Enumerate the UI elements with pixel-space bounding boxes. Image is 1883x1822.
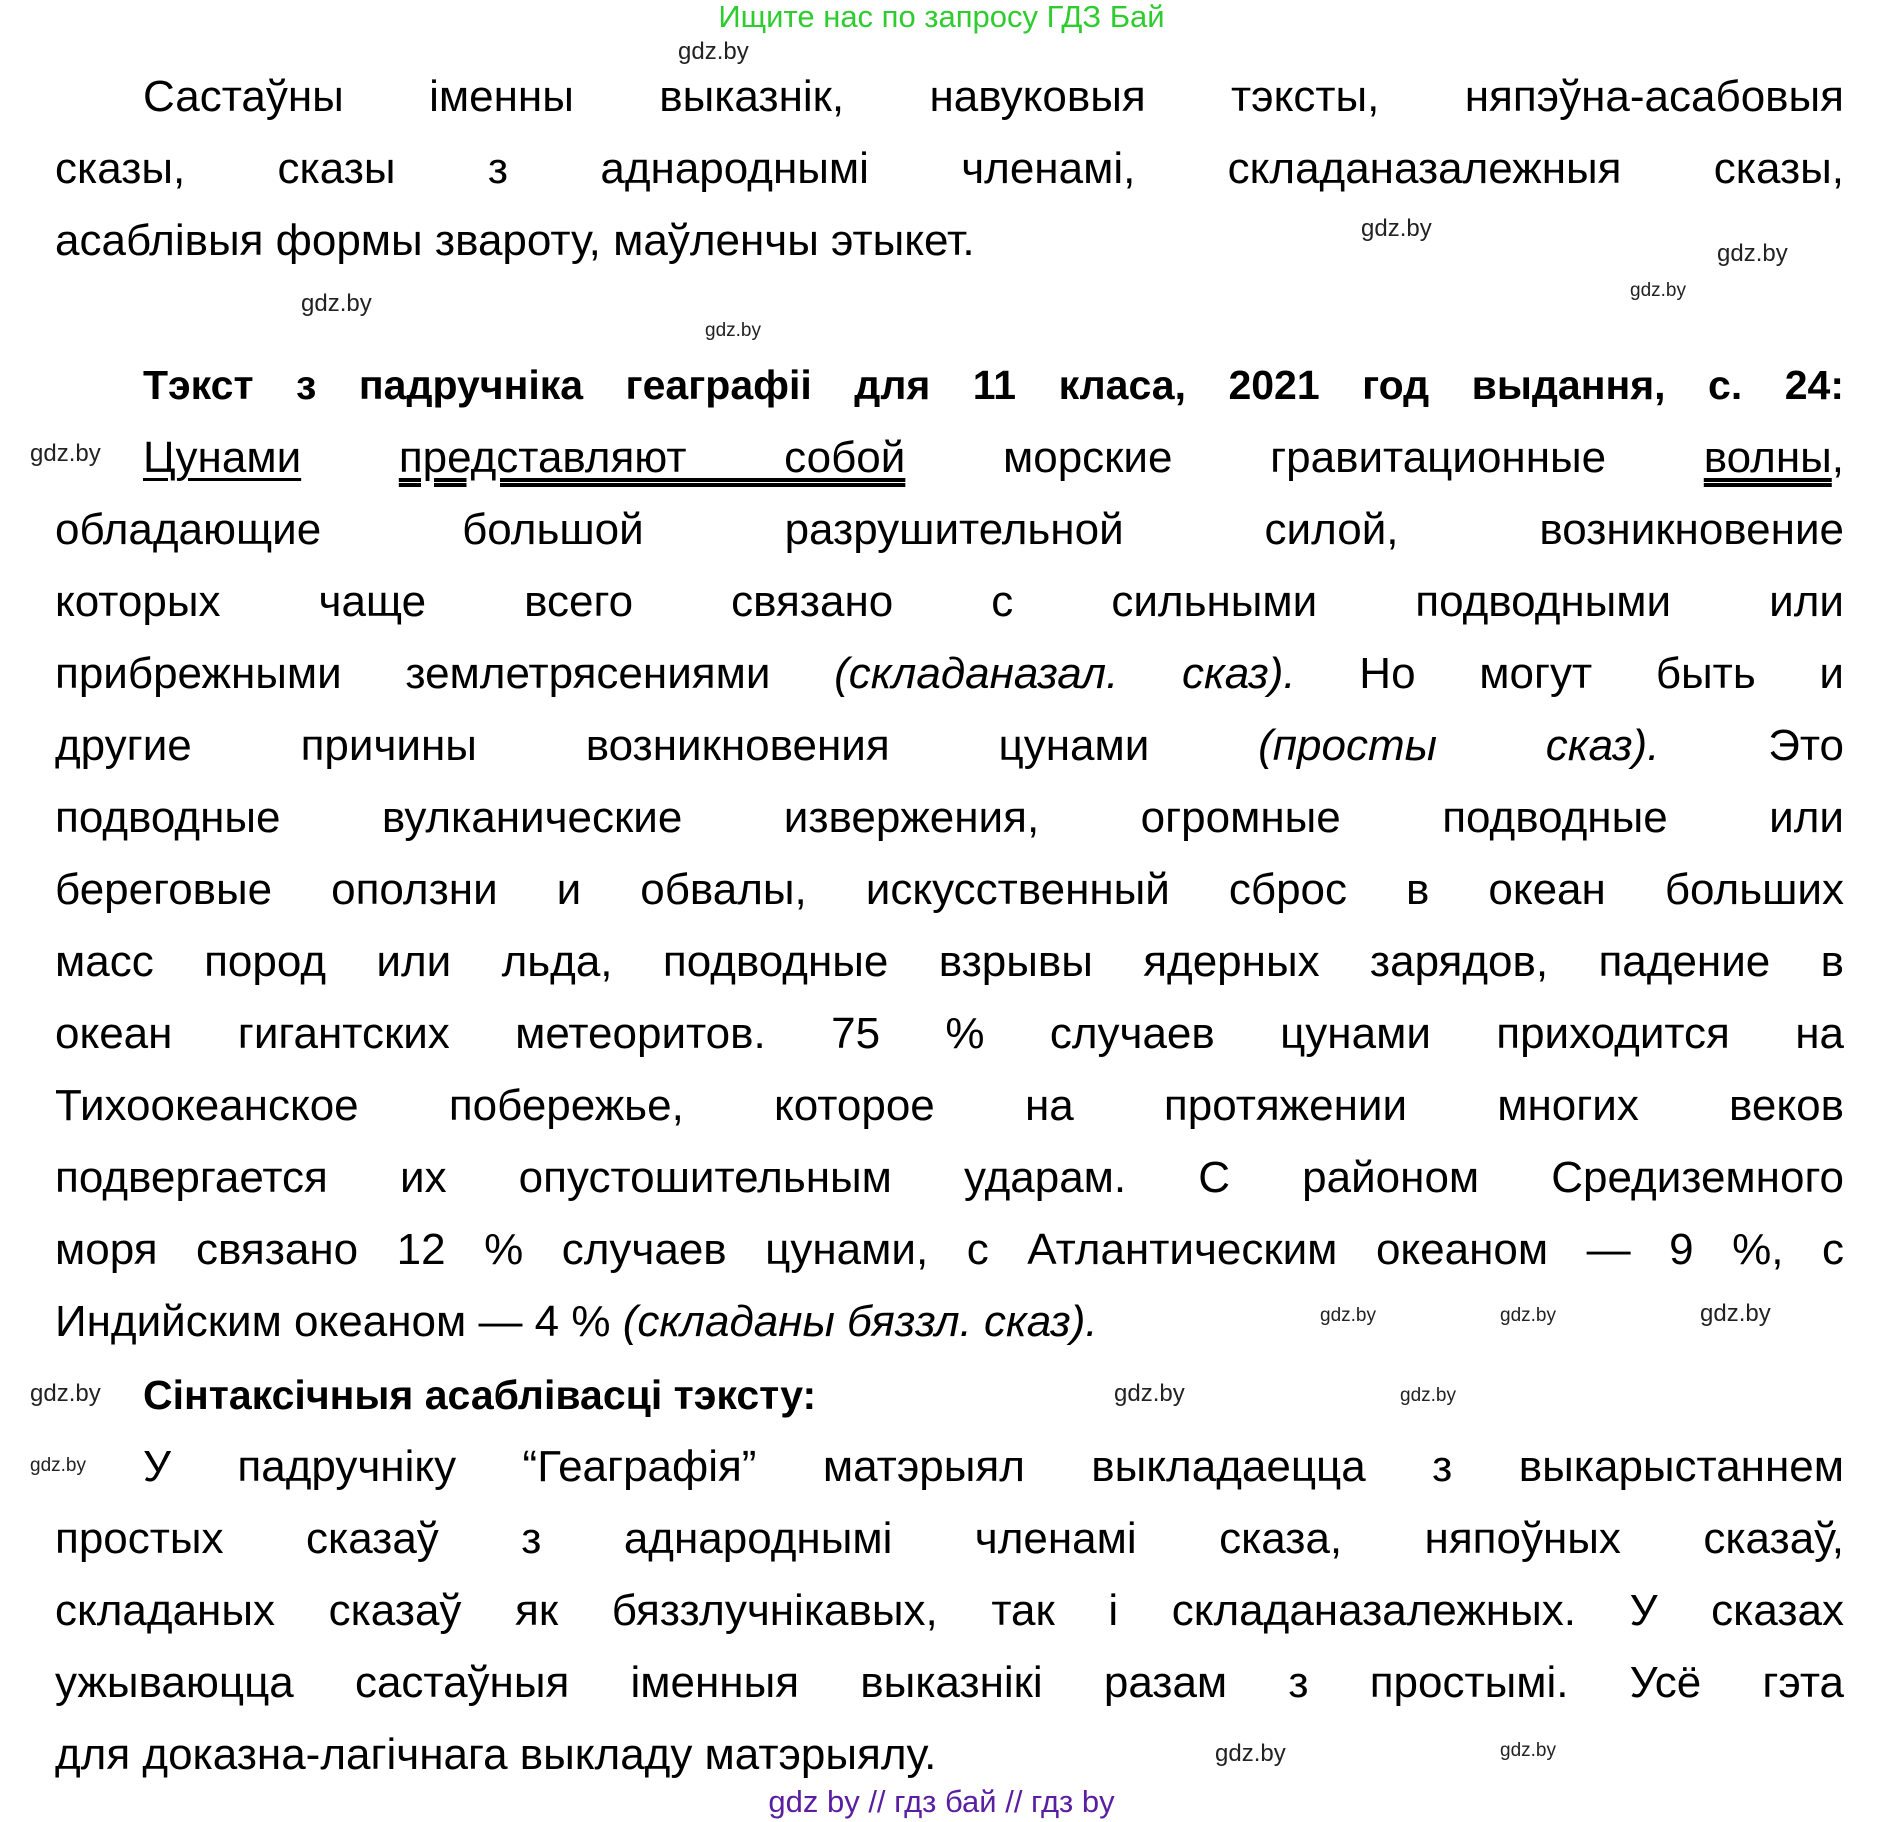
text-segment: ужываюцца састаўныя іменныя выказнікі разам з простымі. Усё гэта xyxy=(55,1658,1844,1707)
watermark: gdz.by xyxy=(30,440,101,467)
text-line xyxy=(55,1296,1844,1348)
text-line xyxy=(143,432,1844,484)
underlined-term: волны xyxy=(1703,433,1832,482)
text-segment: Это xyxy=(1659,721,1845,770)
sentence-type-note: (складаны бяззл. сказ). xyxy=(622,1297,1098,1346)
text-line xyxy=(55,1513,1844,1565)
text-line xyxy=(55,143,1844,195)
text-segment: У падручніку “Геаграфія” матэрыял выкладаецца з выкарыстаннем xyxy=(143,1442,1844,1491)
text-segment: моря связано 12 % случаев цунами, с Атлантическим океаном — 9 %, с xyxy=(55,1225,1844,1274)
text-line xyxy=(55,1008,1844,1060)
text-segment: для доказна-лагічнага выкладу матэрыялу. xyxy=(55,1730,937,1779)
watermark: gdz.by xyxy=(1320,1305,1376,1326)
watermark: gdz.by xyxy=(1400,1385,1456,1406)
text-line xyxy=(55,1657,1844,1709)
text-segment: масс пород или льда, подводные взрывы ядерных зарядов, падение в xyxy=(55,937,1844,986)
underlined-term: Цунами xyxy=(143,433,302,482)
text-segment: Сінтаксічныя асаблівасці тэксту: xyxy=(143,1372,817,1418)
text-line xyxy=(55,864,1844,916)
text-line xyxy=(55,720,1844,772)
text-segment: Индийским океаном — 4 % xyxy=(55,1297,623,1346)
text-line xyxy=(55,1729,1844,1781)
text-segment: береговые оползни и обвалы, искусственный сброс в океан больших xyxy=(55,865,1844,914)
text-segment xyxy=(301,433,399,482)
watermark: gdz.by xyxy=(1361,215,1432,242)
footer-links[interactable]: gdz by // гдз бай // гдз by xyxy=(768,1784,1115,1819)
text-segment: прибрежными землетрясениями xyxy=(55,649,835,698)
text-line xyxy=(55,576,1844,628)
text-line xyxy=(55,1224,1844,1276)
underlined-term: представляют собой xyxy=(398,433,906,482)
watermark: gdz.by xyxy=(705,320,761,341)
text-segment: подвергается их опустошительным ударам. С районом Средиземного xyxy=(55,1153,1844,1202)
text-line xyxy=(143,1441,1844,1493)
text-line xyxy=(55,648,1844,700)
watermark: gdz.by xyxy=(1500,1740,1556,1761)
text-segment: Тэкст з падручніка геаграфіі для 11 класа, 2021 год выдання, с. 24: xyxy=(143,362,1844,408)
text-line xyxy=(143,71,1844,123)
watermark: gdz.by xyxy=(1114,1380,1185,1407)
text-line xyxy=(55,215,1844,267)
text-segment: сказы, сказы з аднароднымі членамі, складаназалежныя сказы, xyxy=(55,144,1844,193)
text-segment: Састаўны іменны выказнік, навуковыя тэксты, няпэўна-асабовыя xyxy=(143,72,1844,121)
text-segment: которых чаще всего связано с сильными подводными или xyxy=(55,577,1844,626)
sentence-type-note: (просты сказ). xyxy=(1258,721,1660,770)
watermark: gdz.by xyxy=(1215,1740,1286,1767)
watermark: gdz.by xyxy=(678,38,749,65)
text-line xyxy=(55,1080,1844,1132)
section-heading xyxy=(143,1369,1844,1421)
text-segment: морские гравитационные xyxy=(905,433,1704,482)
text-line xyxy=(55,1585,1844,1637)
text-segment: простых сказаў з аднароднымі членамі сказа, няпоўных сказаў, xyxy=(55,1514,1844,1563)
text-segment: другие причины возникновения цунами xyxy=(55,721,1259,770)
text-segment: Но могут быть и xyxy=(1295,649,1845,698)
watermark: gdz.by xyxy=(301,290,372,317)
sentence-type-note: (складаназал. сказ). xyxy=(834,649,1296,698)
text-segment: , xyxy=(1831,433,1844,482)
watermark: gdz.by xyxy=(30,1380,101,1407)
text-segment: складаных сказаў як бяззлучнікавых, так і складаназалежных. У сказах xyxy=(55,1586,1844,1635)
search-hint-banner: Ищите нас по запросу ГДЗ Бай xyxy=(718,0,1165,34)
text-segment: океан гигантских метеоритов. 75 % случаев цунами приходится на xyxy=(55,1009,1844,1058)
text-segment: подводные вулканические извержения, огромные подводные или xyxy=(55,793,1844,842)
section-heading xyxy=(143,359,1844,411)
text-segment: обладающие большой разрушительной силой, возникновение xyxy=(55,505,1844,554)
text-line xyxy=(55,1152,1844,1204)
text-line xyxy=(55,792,1844,844)
text-line xyxy=(55,504,1844,556)
text-segment: Тихоокеанское побережье, которое на протяжении многих веков xyxy=(55,1081,1844,1130)
watermark: gdz.by xyxy=(1500,1305,1556,1326)
watermark: gdz.by xyxy=(1700,1300,1771,1327)
watermark: gdz.by xyxy=(1717,240,1788,267)
watermark: gdz.by xyxy=(30,1455,86,1476)
text-line xyxy=(55,936,1844,988)
watermark: gdz.by xyxy=(1630,280,1686,301)
text-segment: асаблівыя формы звароту, маўленчы этыкет. xyxy=(55,216,975,265)
